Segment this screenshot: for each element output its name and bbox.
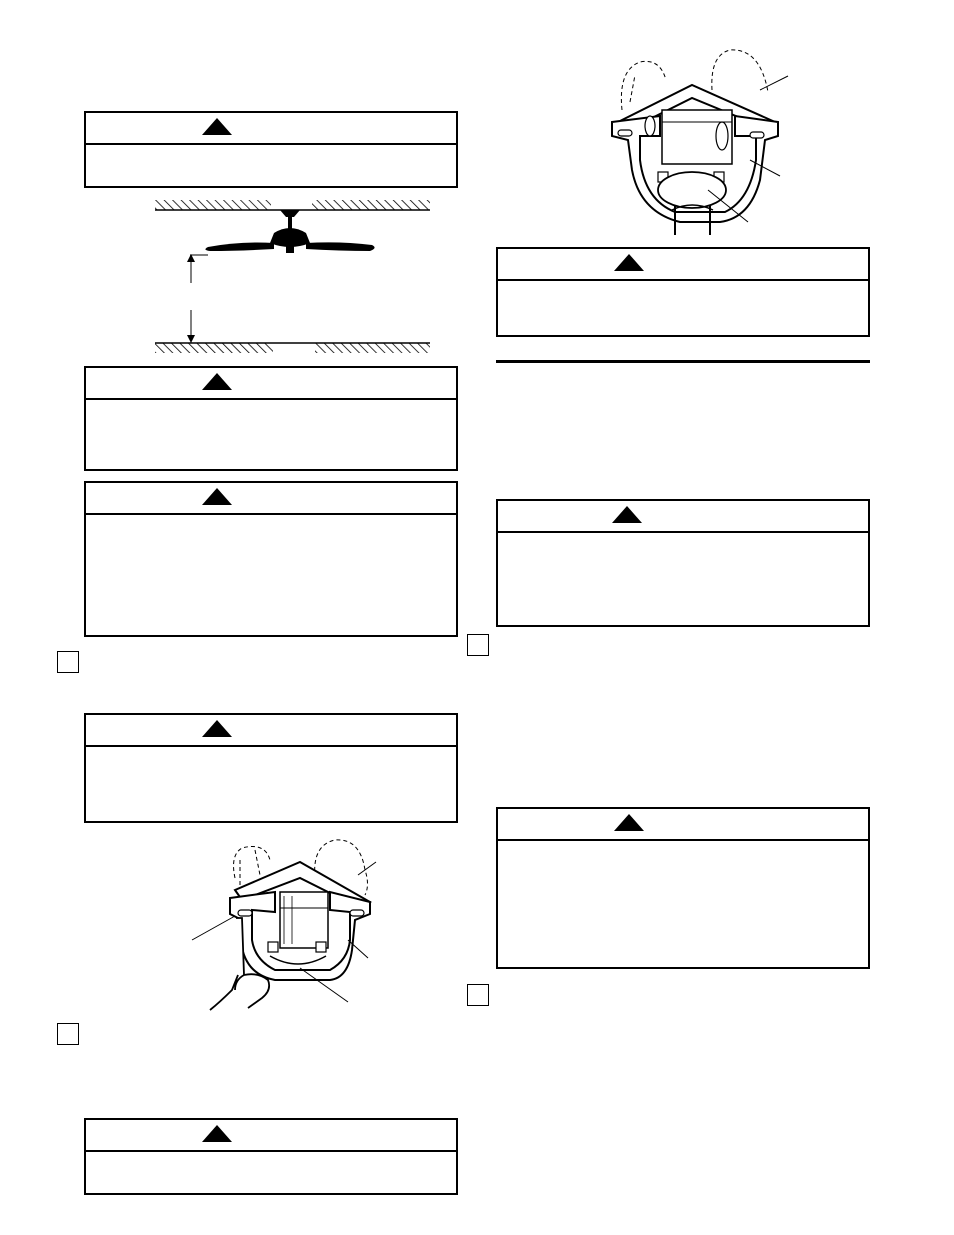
- step-checkbox-icon[interactable]: [57, 1023, 79, 1045]
- warning-header: [86, 368, 456, 400]
- warning-triangle-icon: [614, 254, 644, 271]
- ceiling-fan-illustration: [205, 210, 374, 253]
- step-checkbox-icon[interactable]: [57, 651, 79, 673]
- section-divider: [496, 360, 870, 363]
- warning-header: [86, 715, 456, 747]
- warning-triangle-icon: [202, 1125, 232, 1142]
- warning-box-4: [84, 713, 458, 823]
- warning-triangle-icon: [612, 506, 642, 523]
- mounting-bracket-downrod-diagram: [600, 40, 810, 235]
- step-checkbox-icon[interactable]: [467, 984, 489, 1006]
- warning-triangle-icon: [202, 118, 232, 135]
- floor-hatch: [315, 343, 430, 353]
- warning-header: [86, 1120, 456, 1152]
- warning-box-6: [496, 247, 870, 337]
- warning-triangle-icon: [202, 488, 232, 505]
- warning-box-1: [84, 111, 458, 188]
- ceiling-hatch: [312, 200, 430, 210]
- mounting-bracket-hand-diagram: [180, 830, 390, 1015]
- downrod-ball: [658, 172, 726, 208]
- warning-header: [498, 501, 868, 533]
- floor-hatch: [155, 343, 273, 353]
- warning-box-7: [496, 499, 870, 627]
- warning-header: [498, 809, 868, 841]
- warning-header: [498, 249, 868, 281]
- warning-box-2: [84, 366, 458, 471]
- warning-triangle-icon: [202, 373, 232, 390]
- step-checkbox-icon[interactable]: [467, 634, 489, 656]
- warning-header: [86, 483, 456, 515]
- warning-box-5: [84, 1118, 458, 1195]
- ceiling-hatch: [155, 200, 271, 210]
- warning-triangle-icon: [614, 814, 644, 831]
- fan-clearance-diagram: [150, 195, 440, 360]
- warning-box-3: [84, 481, 458, 637]
- warning-box-8: [496, 807, 870, 969]
- warning-triangle-icon: [202, 720, 232, 737]
- warning-header: [86, 113, 456, 145]
